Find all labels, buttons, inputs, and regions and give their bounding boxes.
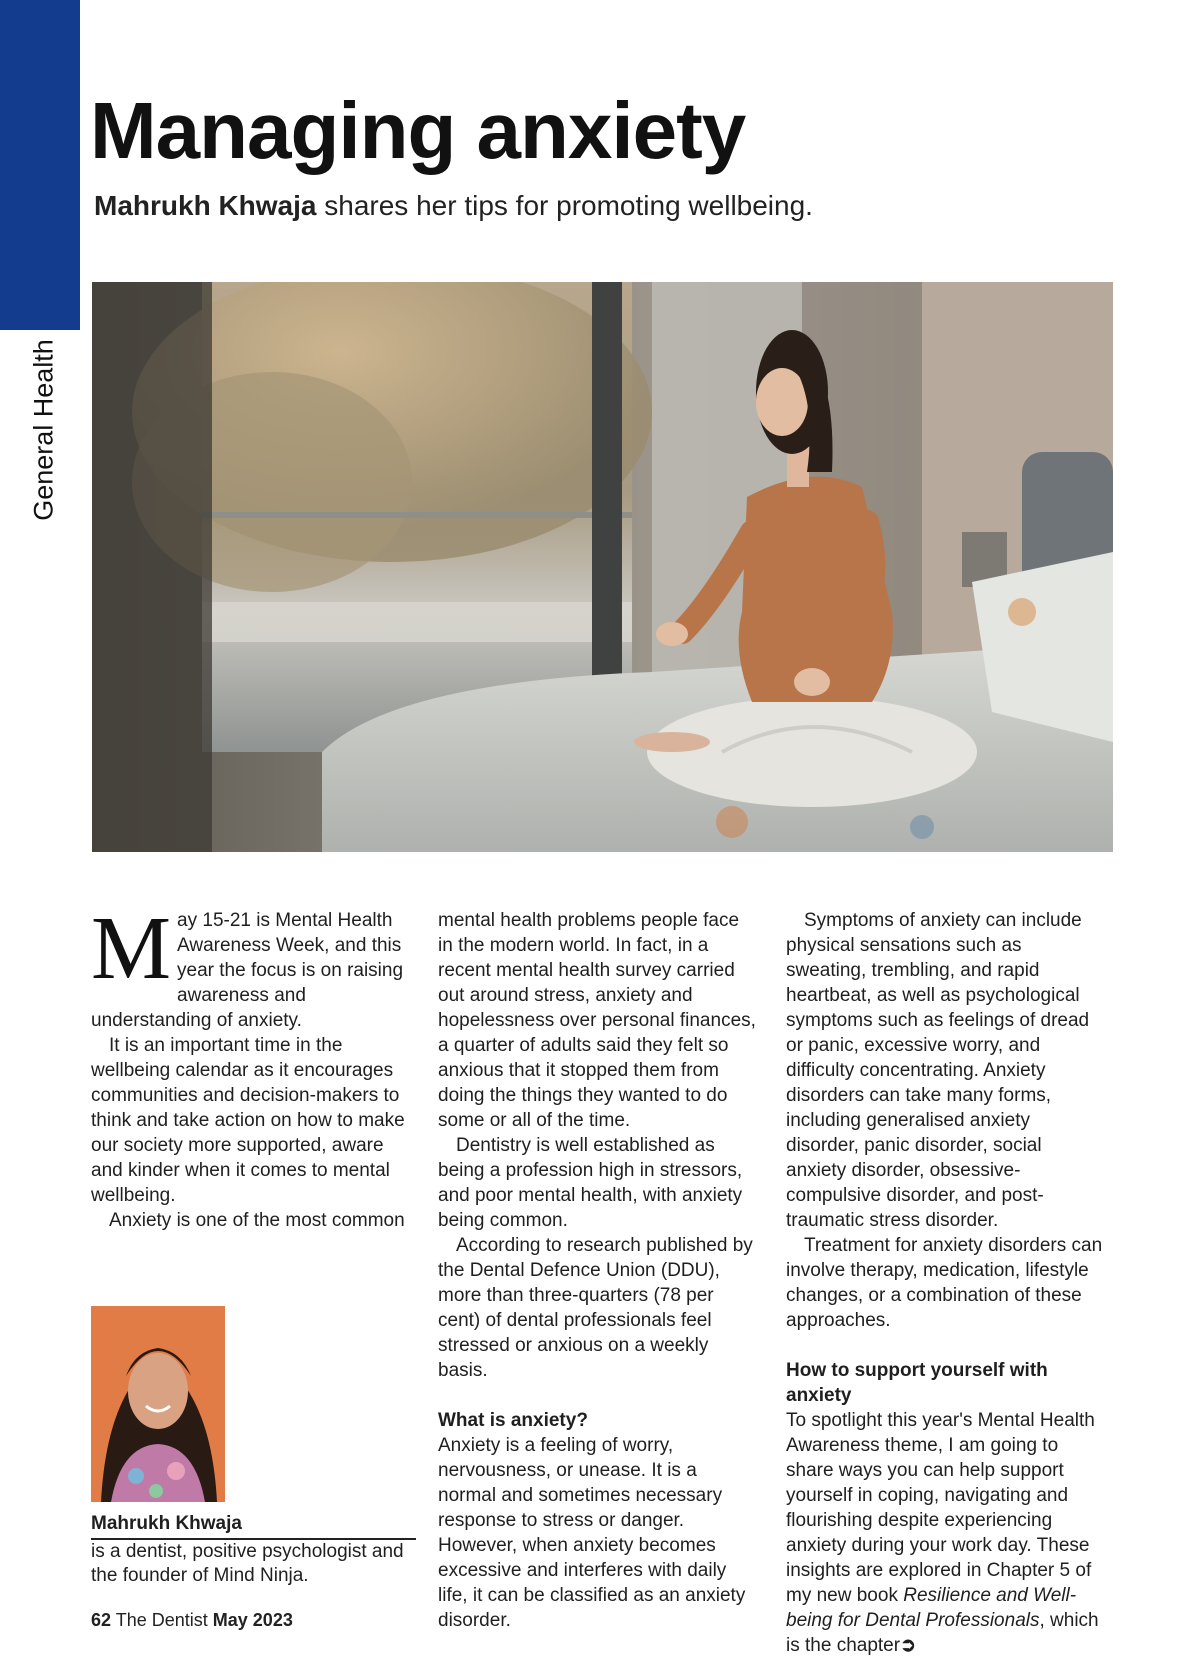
paragraph: Dentistry is well established as being a profession high in stressors, and poor mental health, with anxiety being common. bbox=[438, 1135, 743, 1231]
section-label: General Health bbox=[28, 339, 59, 521]
publication-name: The Dentist bbox=[115, 1610, 208, 1630]
paragraph: It is an important time in the wellbeing calendar as it encourages communities and decision-makers to think and take action on how to make our society more supported, aware and kinder when it comes to mental wellbeing. bbox=[91, 1035, 405, 1206]
paragraph: Symptoms of anxiety can include physical sensations such as sweating, trembling, and rapid heartbeat, as well as psychological symptoms such as feelings of dread or panic, excessive worry, and difficulty concentrating. Anxiety disorders can take many forms, including generalised anxiety disorder, panic disorder, social anxiety disorder, obsessive-compulsive disorder, and post-traumatic stress disorder. bbox=[786, 910, 1090, 1231]
text-column-2 bbox=[438, 908, 758, 1633]
author-description: is a dentist, positive psychologist and the founder of Mind Ninja. bbox=[91, 1541, 404, 1586]
standfirst-author: Mahrukh Khwaja bbox=[94, 190, 317, 221]
hero-photo bbox=[92, 282, 1113, 852]
author-photo bbox=[91, 1306, 225, 1502]
issue-date: May 2023 bbox=[212, 1610, 293, 1630]
subheading: How to support yourself with anxiety bbox=[786, 1360, 1048, 1406]
paragraph bbox=[91, 899, 411, 1033]
paragraph bbox=[786, 1408, 1106, 1658]
drop-cap: M bbox=[91, 899, 172, 998]
standfirst-text: shares her tips for promoting wellbeing. bbox=[316, 190, 813, 221]
paragraph-text-end: , which is the chapter bbox=[786, 1610, 1099, 1656]
author-bio bbox=[91, 1512, 416, 1588]
paragraph: According to research published by the Dental Defence Union (DDU), more than three-quarters (78 per cent) of dental professionals feel stressed or anxious on a weekly basis. bbox=[438, 1235, 753, 1381]
paragraph: Anxiety is one of the most common bbox=[109, 1210, 405, 1231]
paragraph: Anxiety is a feeling of worry, nervousness, or unease. It is a normal and sometimes necessary response to stress or danger. However, when anxiety becomes excessive and interferes with daily life, it can be classified as an anxiety disorder. bbox=[438, 1435, 746, 1631]
page-footer bbox=[91, 1610, 293, 1631]
paragraph: mental health problems people face in the modern world. In fact, in a recent mental health survey carried out around stress, anxiety and hopelessness over personal finances, a quarter of adults said they felt so anxious that it stopped them from doing the things they wanted to do some or all of the time. bbox=[438, 910, 756, 1131]
section-color-bar bbox=[0, 0, 80, 330]
subheading: What is anxiety? bbox=[438, 1410, 588, 1431]
article-title: Managing anxiety bbox=[90, 86, 746, 175]
paragraph-text: ay 15-21 is Mental Health Awareness Week, and this year the focus is on raising awareness and understanding of anxiety. bbox=[91, 910, 404, 1031]
paragraph: Treatment for anxiety disorders can involve therapy, medication, lifestyle changes, or a combination of these approaches. bbox=[786, 1235, 1103, 1331]
text-column-3 bbox=[786, 908, 1106, 1658]
standfirst bbox=[94, 190, 813, 222]
page-number: 62 bbox=[91, 1610, 112, 1630]
text-column-1 bbox=[91, 899, 411, 1233]
paragraph-text: To spotlight this year's Mental Health Awareness theme, I am going to share ways you can help support yourself in coping, navigating and flourishing despite experiencing anxiety during your work day. These insights are explored in Chapter 5 of my new book bbox=[786, 1410, 1095, 1606]
continue-arrow-icon: ➲ bbox=[900, 1635, 916, 1656]
book-title: Resilience and Well-being for Dental Professionals bbox=[786, 1585, 1077, 1631]
author-name: Mahrukh Khwaja bbox=[91, 1512, 416, 1540]
